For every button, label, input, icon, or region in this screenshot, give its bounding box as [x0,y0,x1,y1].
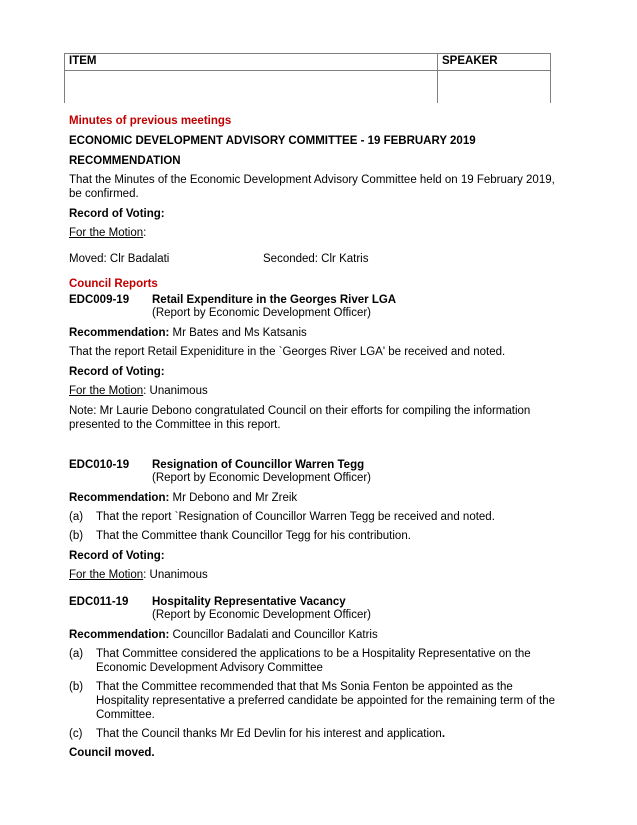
report-code: EDC011-19 [69,596,129,608]
recommendation-movers: Mr Debono and Mr Zreik [169,492,298,504]
list-item-label: (b) [69,530,84,542]
record-of-voting: Record of Voting: [69,366,165,378]
minutes-heading: Minutes of previous meetings [69,115,232,127]
list-item-text: That the Committee thank Councillor Tegg for his contribution. [96,530,411,542]
note-line-2: presented to the Committee in this report. [69,419,281,431]
council-reports-heading: Council Reports [69,278,158,290]
report-code: EDC009-19 [69,294,130,306]
list-item-text: Economic Development Advisory Committee [96,662,323,674]
list-item-text: That Committee considered the applications to be a Hospitality Representative on the [96,648,531,660]
report-recommendation [69,628,378,642]
list-item-text [96,727,445,741]
seconded-by: Seconded: Clr Katris [263,253,369,265]
report-title: Hospitality Representative Vacancy [152,596,346,608]
list-item-label: (b) [69,681,84,693]
record-of-voting: Record of Voting: [69,550,165,562]
item-column-header: ITEM [65,54,438,71]
list-item-text: Hospitality representative a preferred candidate be appointed for the remaining term of the [96,695,555,707]
recommendation-line-2: be confirmed. [69,188,139,200]
for-the-motion-value: : Unanimous [143,569,208,581]
report-title: Resignation of Councillor Warren Tegg [152,459,365,471]
for-the-motion-label: For the Motion [69,569,144,581]
recommendation-label: Recommendation: [69,629,170,641]
list-item-label: (a) [69,648,84,660]
for-the-motion-colon: : [143,227,147,239]
for-the-motion [69,384,208,398]
list-item-label: (a) [69,511,84,523]
for-the-motion-value: : Unanimous [143,385,208,397]
recommendation-movers: Councillor Badalati and Councillor Katris [169,629,378,641]
item-cell [65,71,438,104]
recommendation-movers: Mr Bates and Ms Katsanis [169,327,307,339]
moved-by: Moved: Clr Badalati [69,253,170,265]
record-of-voting: Record of Voting: [69,208,165,220]
report-resolution: That the report Retail Expeniditure in the `Georges River LGA' be received and noted. [69,346,506,358]
report-title: Retail Expenditure in the Georges River LGA [152,294,397,306]
note-line-1: Note: Mr Laurie Debono congratulated Council on their efforts for compiling the information [69,405,531,417]
recommendation-label: Recommendation: [69,327,170,339]
list-item-label: (c) [69,728,83,740]
list-item-text: That the Committee recommended that that Ms Sonia Fenton be appointed as the [96,681,513,693]
list-item-text: That the report `Resignation of Councillor Warren Tegg be received and noted. [96,511,495,523]
report-author: (Report by Economic Development Officer) [152,472,372,484]
list-item-text: Committee. [96,709,155,721]
report-author: (Report by Economic Development Officer) [152,307,372,319]
for-the-motion [69,226,146,240]
list-item-period: . [441,728,446,740]
for-the-motion-label: For the Motion [69,385,144,397]
recommendation-label: Recommendation: [69,492,170,504]
closing-statement: Council moved. [69,747,155,759]
agenda-table [64,53,551,103]
report-recommendation [69,326,307,340]
list-item-sentence: That the Council thanks Mr Ed Devlin for his interest and application [96,728,442,740]
speaker-cell [438,71,551,104]
for-the-motion-label: For the Motion [69,227,144,239]
recommendation-heading: RECOMMENDATION [69,155,181,167]
report-author: (Report by Economic Development Officer) [152,609,372,621]
committee-title: ECONOMIC DEVELOPMENT ADVISORY COMMITTEE - 19 FEBRUARY 2019 [69,135,476,147]
speaker-column-header: SPEAKER [438,54,551,71]
report-recommendation [69,491,297,505]
for-the-motion [69,568,208,582]
recommendation-line-1: That the Minutes of the Economic Development Advisory Committee held on 19 February 2019, [69,174,555,186]
report-code: EDC010-19 [69,459,130,471]
